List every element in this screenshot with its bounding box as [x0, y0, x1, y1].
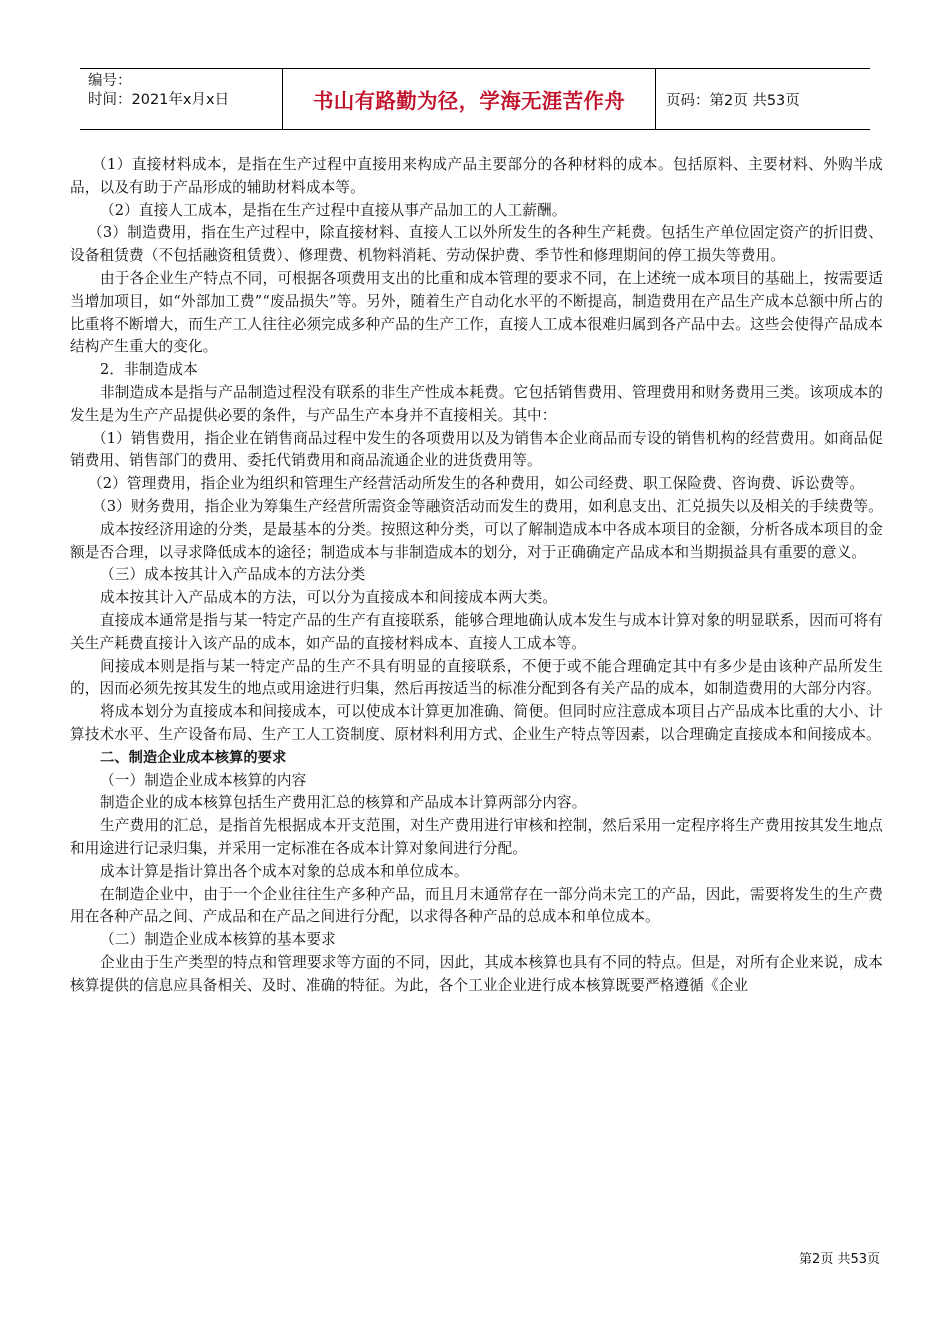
paragraph: 制造企业的成本核算包括生产费用汇总的核算和产品成本计算两部分内容。: [100, 794, 587, 812]
header-motto: 书山有路勤为径，学海无涯苦作舟: [282, 69, 656, 129]
document-body: [70, 154, 883, 997]
paragraph: 成本按经济用途的分类，是最基本的分类。按照这种分类，可以了解制造成本中各成本项目的金额，分析各成本项目的金额是否合理，以寻求降低成本的途径；制造成本与非制造成本的划分，对于正确确定产品成本和当期损益具有重要的意义。: [70, 520, 883, 561]
section-heading: （三）成本按其计入产品成本的方法分类: [100, 566, 366, 584]
paragraph: （2）直接人工成本，是指在生产过程中直接从事产品加工的人工薪酬。: [100, 201, 567, 219]
header-meta: [80, 69, 282, 129]
paragraph: （3）财务费用，指企业为筹集生产经营所需资金等融资活动而发生的费用，如利息支出、汇兑损失以及相关的手续费等。: [92, 497, 883, 515]
doc-time-label: 时间：2021年x月x日: [88, 92, 230, 108]
paragraph: 企业由于生产类型的特点和管理要求等方面的不同，因此，其成本核算也具有不同的特点。但是，对所有企业来说，成本核算提供的信息应具备相关、及时、准确的特征。为此，各个工业企业进行成本核算既要严格遵循《企业: [70, 953, 883, 994]
paragraph: 成本计算是指计算出各个成本对象的总成本和单位成本。: [100, 862, 469, 880]
paragraph: 将成本划分为直接成本和间接成本，可以使成本计算更加准确、简便。但同时应注意成本项目占产品成本比重的大小、计算技术水平、生产设备布局、生产工人工资制度、原材料利用方式、企业生产特点等因素，以合理确定直接成本和间接成本。: [70, 703, 883, 743]
doc-number-label: 编号：: [88, 73, 132, 89]
paragraph: （2）管理费用，指企业为组织和管理生产经营活动所发生的各种费用，如公司经费、职工保险费、咨询费、诉讼费等。: [88, 475, 865, 493]
paragraph: 在制造企业中，由于一个企业往往生产多种产品，而且月末通常存在一部分尚未完工的产品，因此，需要将发生的生产费用在各种产品之间、产成品和在产品之间进行分配，以求得各种产品的总成本和单位成本。: [70, 885, 883, 926]
paragraph: 由于各企业生产特点不同，可根据各项费用支出的比重和成本管理的要求不同，在上述统一成本项目的基础上，按需要适当增加项目，如“外部加工费”“废品损失”等。另外，随着生产自动化水平的不断提高，制造费用在产品生产成本总额中所占的比重将不断增大，而生产工人往往必须完成多种产品的生产工作，直接人工成本很难归属到各产品中去。这些会使得产品成本结构产生重大的变化。: [70, 269, 883, 356]
page-header: [80, 68, 870, 130]
page-footer: 第2页 共53页: [799, 1252, 880, 1267]
paragraph: （1）销售费用，指企业在销售商品过程中发生的各项费用以及为销售本企业商品而专设的销售机构的经营费用。如商品促销费用、销售部门的费用、委托代销费用和商品流通企业的进货费用等。: [70, 429, 883, 470]
section-heading: （二）制造企业成本核算的基本要求: [100, 931, 336, 949]
chapter-heading: 二、制造企业成本核算的要求: [100, 749, 287, 766]
paragraph: 非制造成本是指与产品制造过程没有联系的非生产性成本耗费。它包括销售费用、管理费用和财务费用三类。该项成本的发生是为生产产品提供必要的条件，与产品生产本身并不直接相关。其中：: [70, 383, 883, 424]
paragraph: （1）直接材料成本，是指在生产过程中直接用来构成产品主要部分的各种材料的成本。包括原料、主要材料、外购半成品，以及有助于产品形成的辅助材料成本等。: [70, 156, 883, 196]
paragraph: 成本按其计入产品成本的方法，可以分为直接成本和间接成本两大类。: [100, 589, 558, 607]
section-heading: 2．非制造成本: [100, 361, 198, 379]
paragraph: 生产费用的汇总，是指首先根据成本开支范围，对生产费用进行审核和控制，然后采用一定程序将生产费用按其发生地点和用途进行记录归集，并采用一定标准在各成本计算对象间进行分配。: [70, 817, 883, 857]
paragraph: （3）制造费用，指在生产过程中，除直接材料、直接人工以外所发生的各种生产耗费。包括生产单位固定资产的折旧费、设备租赁费（不包括融资租赁费）、修理费、机物料消耗、劳动保护费、季节性和修理期间的停工损失等费用。: [70, 224, 883, 265]
section-heading: （一）制造企业成本核算的内容: [100, 771, 307, 789]
header-page-label: 页码：第2页 共53页: [666, 92, 800, 109]
paragraph: 直接成本通常是指与某一特定产品的生产有直接联系，能够合理地确认成本发生与成本计算对象的明显联系，因而可将有关生产耗费直接计入该产品的成本，如产品的直接材料成本、直接人工成本等。: [70, 611, 883, 652]
paragraph: 间接成本则是指与某一特定产品的生产不具有明显的直接联系，不便于或不能合理确定其中有多少是由该种产品所发生的，因而必须先按其发生的地点或用途进行归集，然后再按适当的标准分配到各有关产品的成本，如制造费用的大部分内容。: [70, 657, 883, 698]
